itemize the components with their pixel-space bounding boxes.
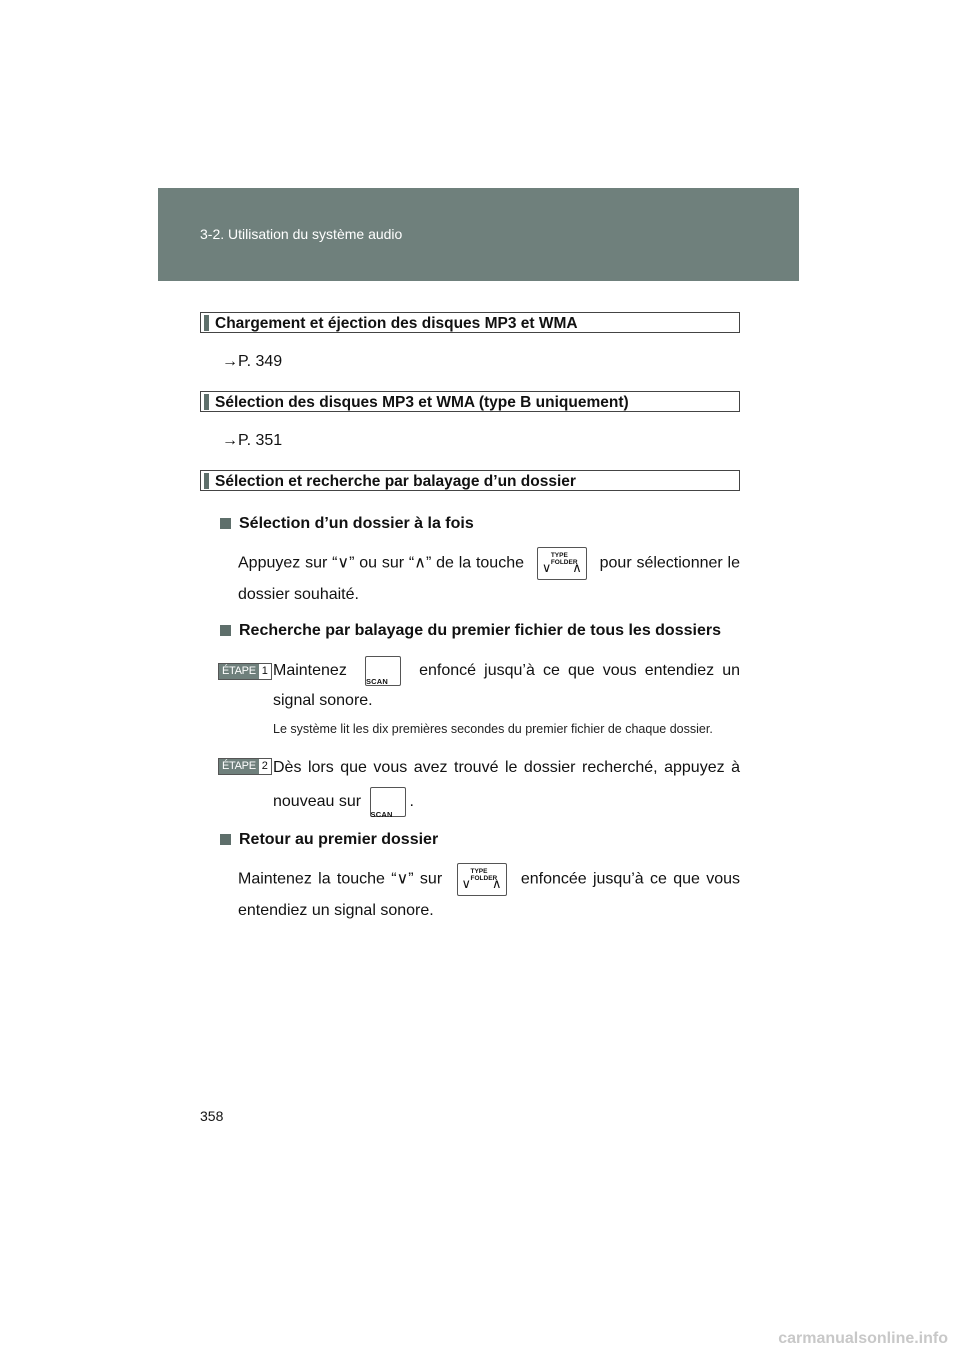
watermark: carmanualsonline.info	[778, 1330, 948, 1347]
scan-button-icon: SCAN	[365, 656, 401, 686]
section-title: 3-2. Utilisation du système audio	[200, 226, 403, 242]
content	[200, 312, 740, 926]
paragraph-return-first-folder: Maintenez la touche “∨” sur ∨ TYPE FOLDER ∧ enfoncée jusqu’à ce que vous entendiez un signal sonore.	[238, 863, 740, 926]
subheading-select-folder: Sélection d’un dossier à la fois	[220, 513, 740, 535]
square-bullet-icon	[220, 834, 231, 845]
chevron-down-icon: ∨	[461, 876, 472, 892]
step-badge-2: ÉTAPE 2	[218, 758, 272, 775]
step-1: ÉTAPE 1 Maintenez SCAN enfoncé jusqu’à ce que vous entendiez un signal sonore.	[218, 656, 740, 716]
subheading-scan-first-file: Recherche par balayage du premier fichier de tous les dossiers	[220, 620, 740, 642]
square-bullet-icon	[220, 518, 231, 529]
step-2: ÉTAPE 2 Dès lors que vous avez trouvé le dossier recherché, appuyez à nouveau sur SCAN .	[218, 751, 740, 819]
page-reference-349: →P. 349	[222, 353, 283, 370]
scan-button-icon: SCAN	[370, 787, 406, 817]
chevron-up-icon: ∧	[491, 876, 502, 892]
chevron-down-icon: ∨	[541, 560, 552, 575]
paragraph-select-folder: Appuyez sur “∨” ou sur “∧” de la touche ∨ TYPE FOLDER ∧ pour sélectionner le dossier souhaité.	[238, 547, 740, 610]
heading-loading-ejecting: Chargement et éjection des disques MP3 et WMA	[200, 312, 740, 333]
heading-disc-selection: Sélection des disques MP3 et WMA (type B uniquement)	[200, 391, 740, 412]
subheading-return-first-folder: Retour au premier dossier	[220, 829, 740, 851]
heading-folder-scan: Sélection et recherche par balayage d’un dossier	[200, 470, 740, 491]
chevron-up-icon: ∧	[572, 560, 582, 575]
page-reference-351: →P. 351	[222, 432, 283, 449]
square-bullet-icon	[220, 625, 231, 636]
type-folder-button-icon: ∨ TYPE FOLDER ∧	[537, 547, 587, 580]
step-1-note: Le système lit les dix premières secondes du premier fichier de chaque dossier.	[273, 722, 713, 737]
type-folder-button-icon: ∨ TYPE FOLDER ∧	[457, 863, 507, 896]
page-number: 358	[200, 1108, 224, 1124]
header-band	[158, 188, 799, 281]
step-badge-1: ÉTAPE 1	[218, 663, 272, 680]
